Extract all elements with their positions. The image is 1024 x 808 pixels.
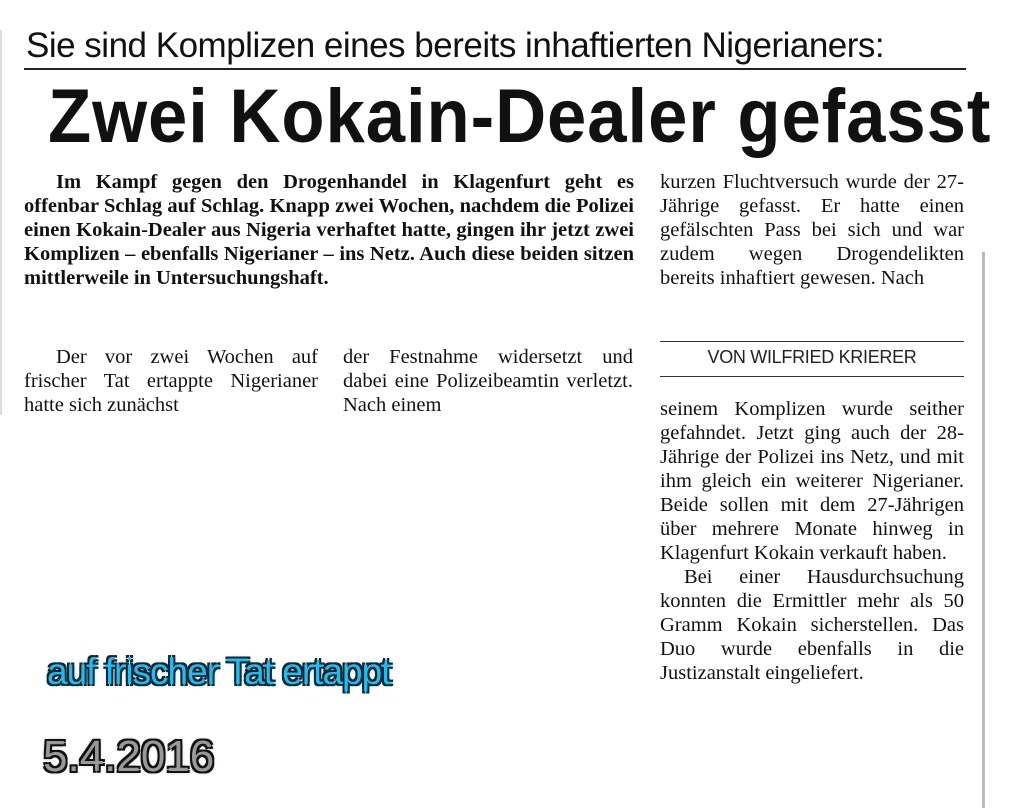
body-column-3-bottom [660, 397, 964, 685]
byline-rule-bottom [660, 376, 964, 377]
right-margin-line [982, 252, 985, 808]
article-lead-paragraph: Im Kampf gegen den Drogenhandel in Klagenfurt geht es offenbar Schlag auf Schlag. Knapp zwei Wochen, nachdem die Polizei einen Kokain-Dealer aus Nigeria verhaftet hatte, gingen ihr jetzt zwei Komplizen – ebenfalls Nigerianer – ins Netz. Auch diese beiden sitzen mittlerweile in Untersuchungshaft. [24, 171, 634, 289]
left-edge-line [0, 30, 2, 415]
kicker-divider [24, 68, 966, 70]
body-column-3-top: kurzen Fluchtversuch wurde der 27-Jährige gefasst. Er hatte einen gefälschten Pass bei sich und war zudem wegen Drogendelikten bereits inhaftiert gewesen. Nach [660, 171, 964, 289]
body-paragraph: seinem Komplizen wurde seither gefahndet. Jetzt ging auch der 28-Jährige der Polizei ins Netz, und mit ihm gleich ein weiterer Nigerianer. Beide sollen mit dem 27-Jährigen über mehrere Monate hinweg in Klagenfurt Kokain verkauft haben. [660, 398, 964, 564]
body-column-2: der Festnahme widersetzt und dabei eine Polizeibeamtin verletzt. Nach einem [343, 346, 633, 415]
body-paragraph: Bei einer Hausdurchsuchung konnten die Ermittler mehr als 50 Gramm Kokain sicherstellen. Das Duo wurde ebenfalls in die Justizanstalt eingeliefert. [660, 566, 964, 684]
body-column-1: Der vor zwei Wochen auf frischer Tat ertappte Nigerianer hatte sich zunächst [24, 346, 318, 415]
author-byline: VON WILFRIED KRIERER [707, 347, 917, 367]
byline-rule-top [660, 341, 964, 342]
article-headline: Zwei Kokain-Dealer gefasst [48, 74, 992, 159]
overlay-caption: auf frischer Tat ertappt [47, 651, 391, 692]
overlay-date: 5.4.2016 [43, 732, 215, 781]
article-kicker: Sie sind Komplizen eines bereits inhaftierten Nigerianers: [26, 26, 885, 65]
